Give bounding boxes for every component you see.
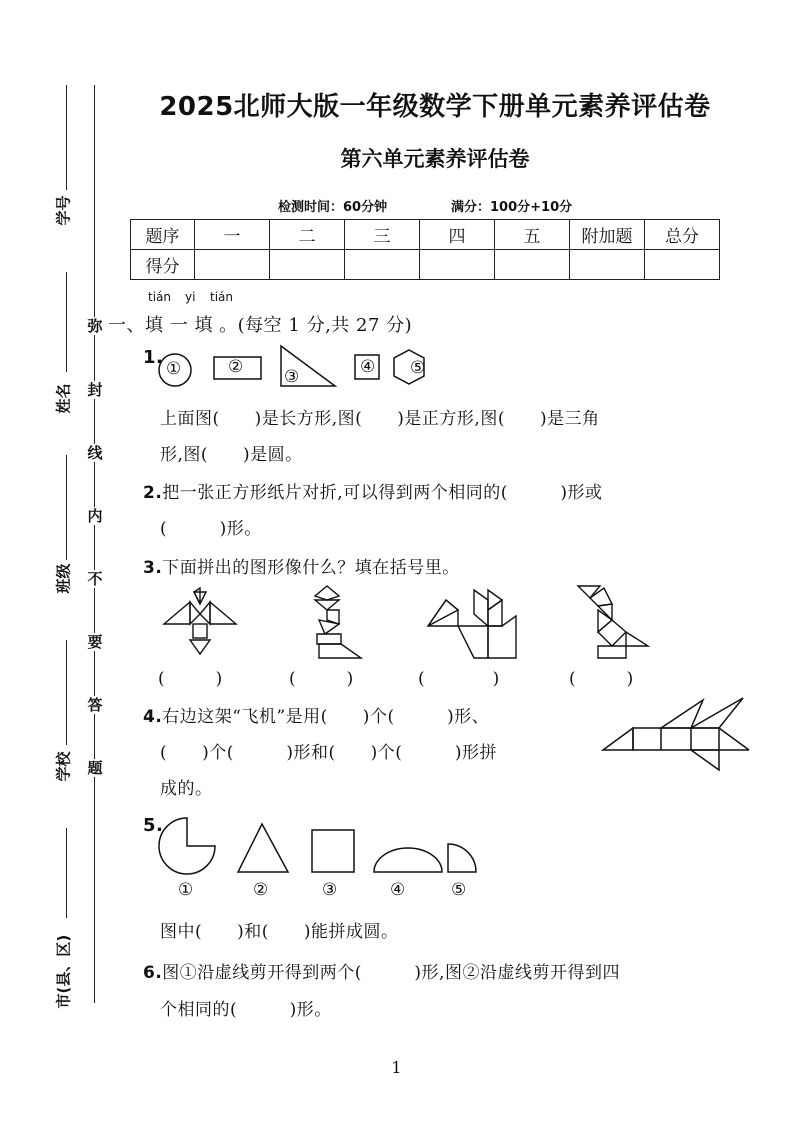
answer-blank[interactable]: ( ): [158, 669, 223, 689]
q4-text: [143, 702, 489, 727]
q4-line1: 右边这架“飞机”是用( )个( )形、: [162, 707, 490, 727]
shape-label: ①: [178, 880, 194, 900]
q5-text: 图中( )和( )能拼成圆。: [160, 922, 399, 942]
student-id-label: 学号: [54, 195, 73, 226]
shape-label: ⑤: [410, 358, 426, 378]
shape-label: ②: [253, 880, 269, 900]
pinyin-annotation: tián: [148, 290, 171, 304]
shape-label: ④: [360, 357, 376, 377]
q4-text: ( )个( )形和( )个( )形拼: [160, 743, 498, 763]
seal-char: 答: [87, 696, 103, 714]
q2-line1: 把一张正方形纸片对折,可以得到两个相同的( )形或: [162, 483, 603, 503]
q4-text: 成的。: [160, 779, 213, 799]
student-name-label: 姓名: [54, 383, 73, 414]
score-table: [130, 219, 720, 280]
q2-text: [143, 478, 602, 503]
score-table-header: 附加题: [570, 220, 645, 250]
page-title: 2025北师大版一年级数学下册单元素养评估卷: [159, 92, 711, 122]
seal-char: 封: [87, 381, 103, 399]
score-cell[interactable]: [420, 250, 495, 280]
score-table-header: 一: [195, 220, 270, 250]
answer-blank[interactable]: ( ): [418, 669, 500, 689]
section-heading: 一、填 一 填 。(每空 1 分,共 27 分): [108, 315, 413, 336]
q1-text: 形,图( )是圆。: [160, 445, 303, 465]
pinyin-annotation: yi: [185, 290, 196, 304]
q6-text: [143, 958, 620, 983]
question-number: 6.: [143, 963, 163, 983]
shape-label: ③: [322, 880, 338, 900]
seal-char: 不: [87, 570, 103, 588]
score-table-header: 总分: [645, 220, 720, 250]
semicircle-shape: [374, 848, 442, 872]
seal-char: 弥: [87, 317, 103, 335]
full-score-info: 满分：100分+10分: [451, 200, 573, 215]
question-number: 2.: [143, 483, 163, 503]
q1-shapes: [150, 340, 450, 392]
sidebar-divider: [66, 455, 67, 560]
q3-text: [143, 553, 460, 578]
sidebar-divider: [66, 85, 67, 190]
shape-label: ⑤: [451, 880, 467, 900]
score-table-header: 五: [495, 220, 570, 250]
score-table-score-row: [131, 250, 720, 280]
score-cell[interactable]: [270, 250, 345, 280]
shape-label: ②: [228, 357, 244, 377]
score-cell[interactable]: [645, 250, 720, 280]
pinyin-annotation: tián: [210, 290, 233, 304]
answer-blank[interactable]: ( ): [289, 669, 354, 689]
question-number: 5.: [143, 815, 164, 836]
score-row-label: 得分: [131, 250, 195, 280]
q6-text: 个相同的( )形。: [160, 1000, 332, 1020]
question-number: 1.: [143, 347, 164, 368]
shape-label: ④: [390, 880, 406, 900]
q1-text: 上面图( )是长方形,图( )是正方形,图( )是三角: [160, 409, 600, 429]
tangram-swan: [428, 586, 520, 660]
score-table-header: 三: [345, 220, 420, 250]
tangram-cat: [576, 584, 652, 660]
shape-label: ③: [284, 367, 300, 387]
tangram-bird: [160, 588, 240, 660]
question-number: 4.: [143, 707, 163, 727]
score-cell[interactable]: [345, 250, 420, 280]
score-table-header: 四: [420, 220, 495, 250]
district-label: 市(县、区): [54, 934, 73, 1009]
q6-line1: 图①沿虚线剪开得到两个( )形,图②沿虚线剪开得到四: [162, 963, 620, 983]
score-cell[interactable]: [195, 250, 270, 280]
quarter-circle-shape: [448, 844, 476, 872]
question-number: 3.: [143, 558, 163, 578]
q3-line1: 下面拼出的图形像什么？填在括号里。: [162, 558, 460, 578]
seal-char: 内: [87, 507, 103, 525]
time-info: 检测时间：60分钟: [278, 200, 388, 215]
sidebar-divider: [66, 828, 67, 918]
page-subtitle: 第六单元素养评估卷: [340, 147, 530, 171]
answer-blank[interactable]: ( ): [569, 669, 634, 689]
square-shape: [312, 830, 354, 872]
seal-char: 线: [87, 444, 103, 462]
sidebar-divider: [66, 272, 67, 372]
school-label: 学校: [54, 751, 73, 782]
airplane-figure: [603, 694, 753, 770]
three-quarter-circle-shape: [159, 818, 215, 874]
score-table-header-row: [131, 220, 720, 250]
triangle-shape: [238, 824, 288, 872]
shape-label: ①: [166, 359, 182, 379]
sidebar-divider: [66, 640, 67, 745]
score-table-header: 题序: [131, 220, 195, 250]
seal-char: 要: [87, 633, 103, 651]
class-label: 班级: [54, 563, 73, 594]
q2-text: ( )形。: [160, 519, 262, 539]
score-table-header: 二: [270, 220, 345, 250]
seal-line: [94, 85, 95, 1003]
q5-shapes: [150, 812, 490, 876]
score-cell[interactable]: [570, 250, 645, 280]
page-number: 1: [391, 1058, 402, 1077]
score-cell[interactable]: [495, 250, 570, 280]
tangram-figure: [305, 586, 365, 660]
seal-char: 题: [87, 759, 103, 777]
